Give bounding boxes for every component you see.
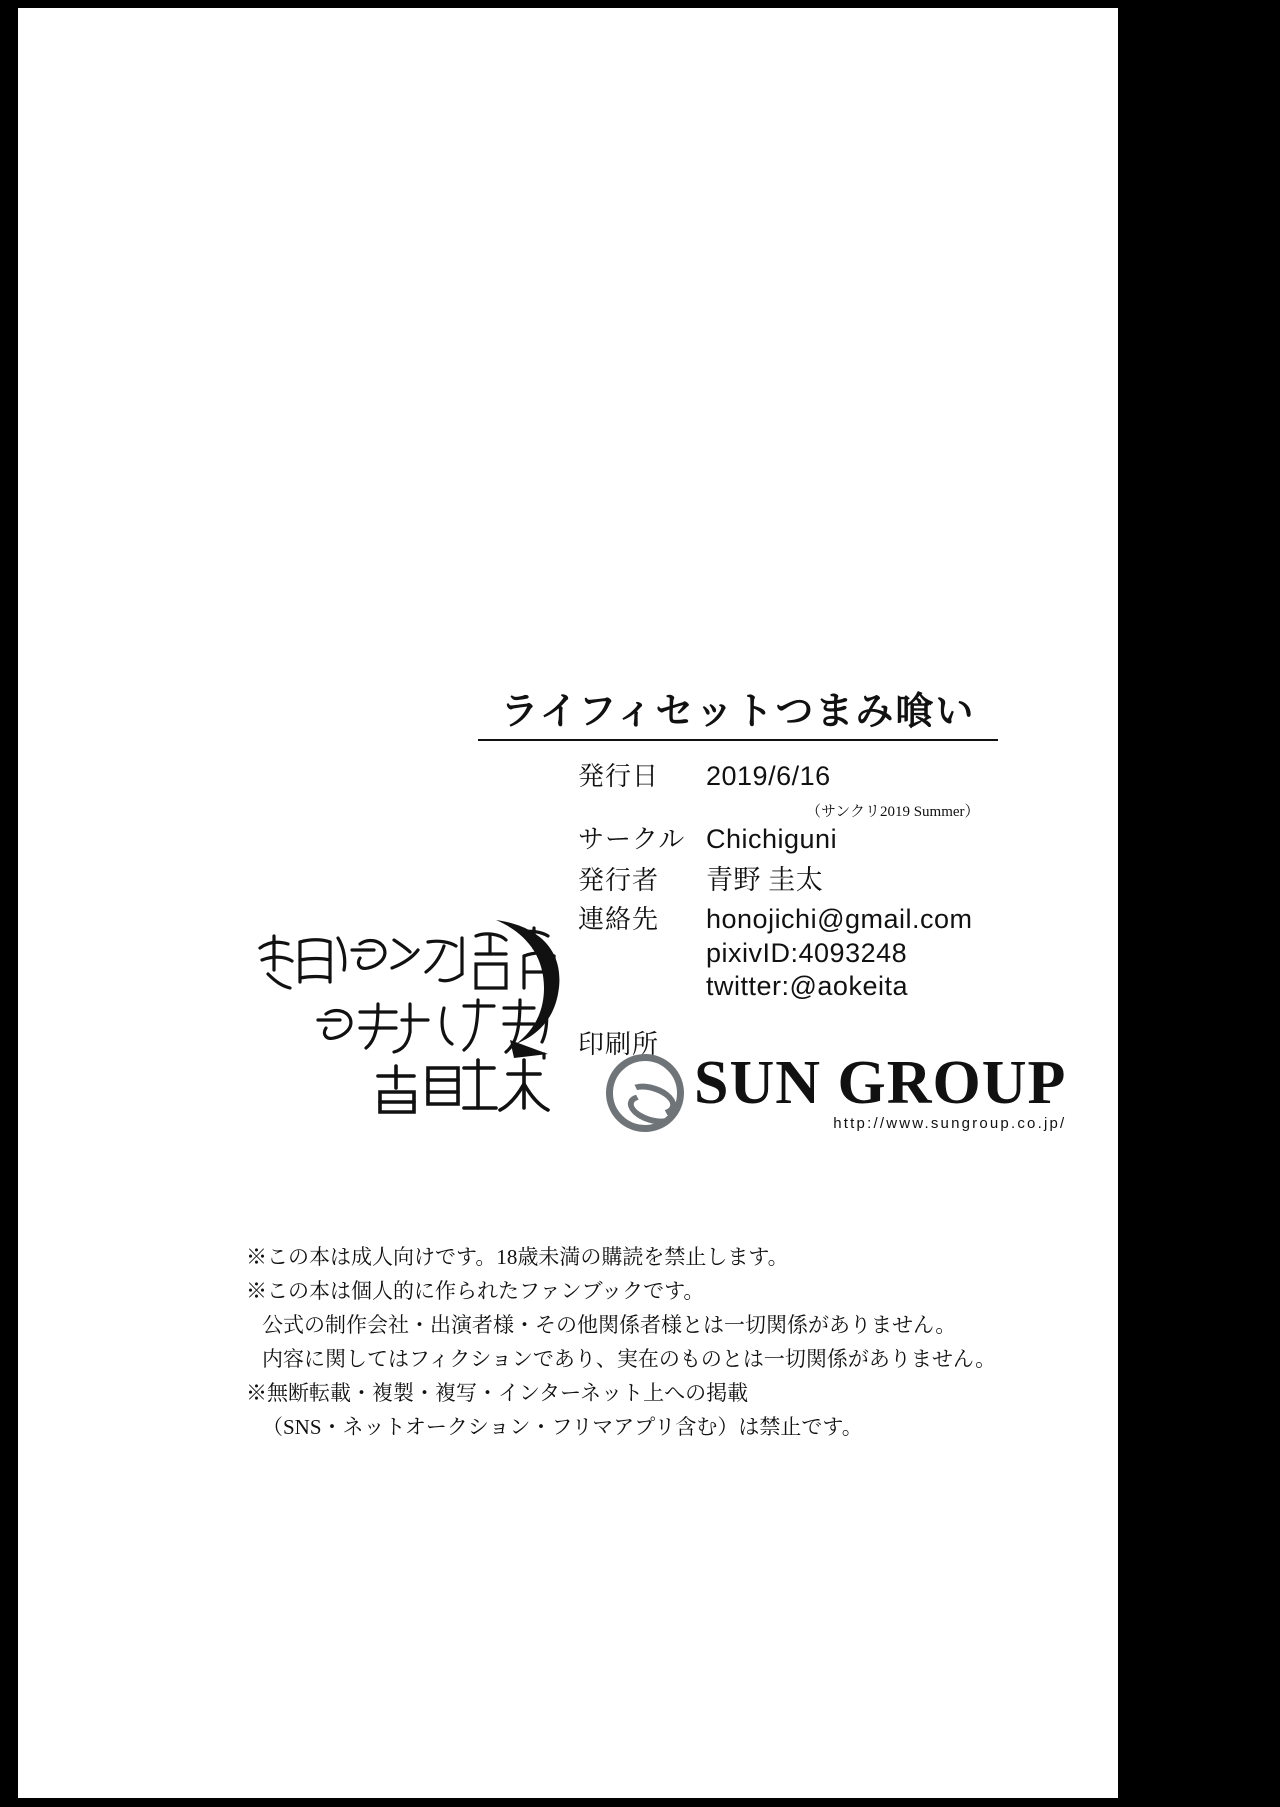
notice-line-5: ※無断転載・複製・複写・インターネット上への掲載 (246, 1381, 749, 1406)
colophon-value-date: 2019/6/16 (706, 761, 831, 791)
colophon-row-date (578, 756, 1048, 820)
sun-group-logo (606, 1049, 1067, 1132)
notice-line-6: （SNS・ネットオークション・フリマアプリ含む）は禁止です。 (262, 1415, 863, 1440)
notice-line-3: 公式の制作会社・出演者様・その他関係者様とは一切関係がありません。 (262, 1313, 957, 1338)
colophon-page (18, 8, 1118, 1798)
notice-line-4: 内容に関してはフィクションであり、実在のものとは一切関係がありません。 (262, 1347, 997, 1372)
page-title: ライフィセットつまみ喰い (478, 680, 998, 741)
notice-line-2: ※この本は個人的に作られたファンブックです。 (246, 1279, 705, 1304)
colophon-row-circle (578, 819, 1048, 856)
colophon-value-twitter[interactable]: twitter:@aokeita (706, 971, 908, 1001)
colophon-value-email[interactable]: honojichi@gmail.com (706, 904, 973, 934)
colophon-value-author: 青野 圭太 (706, 865, 824, 895)
printer-name: SUN GROUP (694, 1049, 1067, 1118)
colophon-block (578, 756, 1048, 1004)
colophon-label-date: 発行日 (578, 762, 660, 791)
notice-line-1: ※この本は成人向けです。18歳未満の購読を禁止します。 (246, 1245, 789, 1269)
colophon-label-circle: サークル (578, 825, 686, 854)
handwriting-svg (248, 908, 598, 1118)
colophon-label-contact: 連絡先 (578, 905, 660, 934)
colophon-value-circle: Chichiguni (706, 824, 838, 854)
colophon-value-pixiv[interactable]: pixivID:4093248 (706, 938, 908, 968)
colophon-event-note: （サンクリ2019 Summer） (806, 804, 980, 820)
handwritten-message (248, 908, 598, 1118)
sun-swirl-icon (606, 1054, 684, 1132)
printer-url[interactable]: http://www.sungroup.co.jp/ (833, 1114, 1067, 1132)
colophon-row-author (578, 858, 1048, 897)
colophon-label-author: 発行者 (578, 866, 660, 895)
notice-block (246, 1240, 996, 1444)
printer-label: 印刷所 (578, 1030, 660, 1059)
colophon-row-contact (578, 899, 1048, 936)
